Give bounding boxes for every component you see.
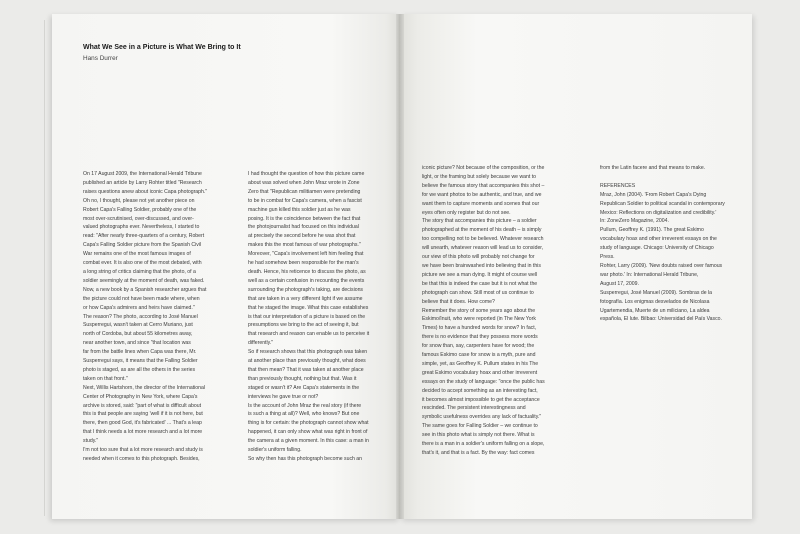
text-line: soldier's uniform falling. [248, 447, 302, 454]
text-line: Robert Capa's Falling Soldier, probably one of the [83, 206, 197, 213]
text-line: this is that people are saying 'well if it is not here, but [83, 411, 203, 418]
text-line: decided to accept something as an interesting fact, [422, 387, 538, 394]
text-line: Pullum, Geoffrey K. (1991). The great Eskimo [600, 227, 704, 234]
text-line: eyes often only register but do not see. [422, 209, 511, 216]
text-line: machine gun killed this soldier just as he was [248, 206, 351, 213]
text-line: the camera at a given moment. In this case: a man in [248, 438, 369, 445]
text-line: Eskimo/Inuit, who were reported (in The New York [422, 316, 536, 323]
text-line: is that our interpretation of a picture is based on the [248, 313, 366, 320]
text-line: famous Eskimo case for snow is a myth, pure and [422, 352, 536, 359]
text-line: I had thought the question of how this picture came [248, 171, 365, 177]
text-line: posing. It is the coincidence between the fact that [248, 215, 361, 222]
text-line: Next, Willis Hartshorn, the director of the International [83, 384, 205, 391]
text-line: simple, yet, as Geoffrey K. Pullum states in his The [422, 360, 539, 367]
text-line: Times) to have a hundred words for snow? In fact, [422, 325, 537, 332]
text-line: August 17, 2009. [600, 280, 639, 287]
text-line: that then mean? That it was taken at another place [248, 366, 364, 373]
text-line: he had somehow been responsible for the man's [248, 260, 359, 267]
text-line: REFERENCES [600, 182, 636, 189]
text-line: see in this photo what is simply not there. What is [422, 432, 535, 439]
text-line: from the Latin facere and that means to make. [600, 165, 706, 171]
text-line: far from the battle lines when Capa was there, Mr. [83, 349, 197, 356]
text-line: too compelling not to be believed. Whatever research [422, 236, 544, 243]
text-line: well as a certain confusion in recounting the events [248, 277, 365, 284]
text-line: The story that accompanies this picture – a soldier [422, 218, 537, 225]
text-line: is such a thing at all)? Well, who knows? But one [248, 411, 360, 418]
text-line: be that this is indeed the case but it is not what the [422, 280, 538, 287]
text-line: at another place than previously thought, what does [248, 358, 366, 365]
text-line: published an article by Larry Rohter titled "Research [83, 179, 202, 186]
text-line: or how Capa's admirers and heirs have claimed." [83, 304, 195, 311]
text-line: War remains one of the most famous images of [83, 251, 191, 258]
text-line: symbolic usefulness overrides any lack of factuality." [422, 414, 542, 421]
text-line: that I think needs a lot more research and a lot more [83, 429, 203, 436]
text-line: Susperregui says, it means that the Falling Soldier [83, 358, 198, 365]
text-line: Oh no, I thought, please not yet another piece on [83, 197, 195, 204]
text-line: So why then has this photograph become such an [248, 456, 363, 462]
text-line: photograph can show. Still most of us continue to [422, 289, 534, 296]
text-line: rescinded. The persistent interestingness and [422, 405, 526, 412]
right-page [400, 14, 752, 519]
text-column-1 [83, 170, 233, 464]
text-line: Capa's Falling Soldier picture from the Spanish Civil [83, 242, 202, 249]
text-line: Press. [600, 254, 615, 261]
text-line: it becomes almost impossible to get the acceptance [422, 396, 540, 403]
text-line: soldier seemingly at the moment of death, was faked. [83, 277, 205, 284]
references-column [600, 164, 750, 324]
text-column-2 [248, 170, 396, 464]
text-line: our view of this photo will probably not change for [422, 254, 535, 261]
text-line: Center of Photography in New York, where Capa's [83, 393, 198, 400]
text-line: for we want photos to be authentic, and true, and we [422, 191, 542, 198]
text-line: most over-scrutinised, over-discussed, and over- [83, 215, 194, 222]
text-line: I'm not too sure that a lot more research and study is [83, 447, 203, 454]
text-line: differently." [248, 340, 274, 347]
text-line: Susperregui, José Manuel (2009). Sombras de la [600, 289, 713, 296]
text-line: In: ZoneZero Magazine, 2004. [600, 218, 669, 225]
text-line: On 17 August 2009, the International Herald Tribune [83, 171, 202, 177]
text-line: Rohter, Larry (2009). 'New doubts raised over famous [600, 262, 723, 269]
text-line: Moreover, "Capa's involvement left him feeling that [248, 251, 364, 258]
text-line: photographed at the moment of his death – is simply [422, 227, 542, 234]
text-line: than previously thought, nothing but that. Was it [248, 375, 357, 382]
left-page [52, 14, 400, 519]
text-line: Republican Soldier to political scandal in contemporary [600, 200, 725, 207]
text-line: picture we see a man dying. It might of course well [422, 271, 538, 278]
text-line: at precisely the second before he was shot that [248, 233, 356, 240]
text-line: study." [83, 438, 99, 445]
text-line: the picture could not have been made where, when [83, 295, 200, 302]
text-line: Zero that "Republican militiamen were pretending [248, 188, 361, 195]
text-line: that he staged the image. What this case establishes [248, 304, 369, 311]
text-line: The same goes for Falling Soldier – we continue to [422, 423, 538, 430]
text-line: raises questions anew about iconic Capa photograph." [83, 188, 208, 195]
text-line: essays on the study of language: "once the public has [422, 378, 545, 385]
text-line: believe the famous story that accompanies this shot – [422, 182, 545, 189]
text-line: north of Cordoba, but about 55 kilometres away, [83, 331, 193, 338]
text-line: archive is stored, said: "part of what is difficult about [83, 402, 202, 409]
text-line: great Eskimo vocabulary hoax and other irreverent [422, 369, 538, 376]
text-line: there is a man in a soldier's uniform falling on a slope, [422, 441, 545, 448]
text-line: death. Hence, his reticence to discuss the photo, as [248, 268, 366, 275]
text-line: Is the account of John Mraz the real story (if there [248, 402, 362, 409]
article-title: What We See in a Picture is What We Bring to It [83, 44, 241, 51]
text-column-3 [422, 164, 582, 458]
text-line: valued photographs ever. Nevertheless, I started to [83, 224, 200, 231]
text-line: española, El lute. Bilbao: Universidad del País Vasco. [600, 316, 722, 323]
text-line: will unearth, whatever reason will lead us to consider, [422, 245, 544, 252]
text-line: read: "After nearly three-quarters of a century, Robert [83, 233, 205, 240]
text-line: happened, it can only show what was right in front of [248, 429, 368, 436]
text-line: presumptions we bring to the act of seeing it, but [248, 322, 359, 329]
text-line: Now, a new book by a Spanish researcher argues that [83, 286, 207, 293]
text-line: there is no evidence that they possess more words [422, 334, 538, 341]
text-line: surrounding the photograph's taking, are decisions [248, 286, 364, 293]
book-spine [396, 14, 404, 519]
text-line: thing is for certain: the photograph cannot show what [248, 420, 369, 427]
text-line: Remember the story of some years ago about the [422, 307, 536, 314]
text-line: for snow than, say, carpenters have for wood; the [422, 343, 535, 350]
text-line: light, or the framing but solely because we want to [422, 173, 537, 180]
text-line: that research and reason can enable us to perceive it [248, 331, 370, 338]
text-line: there, then good God, it's fabricated' ... That's a leap [83, 420, 202, 427]
text-line: want them to capture moments and scenes that our [422, 200, 540, 207]
text-line: that's it, and that is a fact. By the way: fact comes [422, 450, 535, 456]
text-line: near another town, and since "that location was [83, 340, 191, 347]
text-line: vocabulary hoax and other irreverent essays on the [600, 236, 717, 243]
text-line: war photo.' In: International Herald Tribune, [600, 271, 699, 278]
text-line: staged or wasn't it? Are Capa's statements in the [248, 384, 360, 391]
text-line: about was solved when John Mraz wrote in Zone [248, 179, 360, 186]
text-line: needed when it comes to this photograph. Besides, [83, 456, 200, 462]
text-line: Ugartemendia, Muerte de un miliciano, La aldea [600, 307, 710, 314]
article-author: Hans Durrer [83, 55, 118, 62]
text-line: interviews he gave true or not? [248, 393, 319, 400]
text-line: to be in combat for Capa's camera, when a fascist [248, 197, 362, 204]
text-line: the photojournalist had focused on this individual [248, 224, 359, 231]
text-line: Mraz, John (2004). 'From Robert Capa's Dying [600, 191, 707, 198]
text-line: study of language. Chicago: University of Chicago [600, 245, 714, 252]
text-line: iconic picture? Not because of the composition, or the [422, 165, 545, 171]
text-line [600, 173, 750, 182]
text-line: a long string of critics claiming that the photo, of a [83, 268, 196, 275]
text-line: So if research shows that this photograph was taken [248, 349, 368, 356]
text-line: Mexico: Reflections on digitalization and credibility.' [600, 209, 717, 216]
text-line: The reason? The photo, according to José Manuel [83, 313, 198, 320]
text-line: makes this the most famous of war photographs." [248, 242, 361, 249]
text-line: Susperregui, wasn't taken at Cerro Muriano, just [83, 322, 193, 329]
text-line: photo is staged, as are all the others in the series [83, 366, 196, 373]
text-line: fotografía. Los enigmas desvelados de Nicolasa [600, 298, 710, 305]
text-line: taken on that front." [83, 375, 128, 382]
text-line: we have been brainwashed into believing that in this [422, 262, 541, 269]
text-line: combat ever. It is also one of the most debated, with [83, 260, 202, 267]
text-line: believe that it does. How come? [422, 298, 495, 305]
text-line: that are taken in a very different light if we assume [248, 295, 363, 302]
